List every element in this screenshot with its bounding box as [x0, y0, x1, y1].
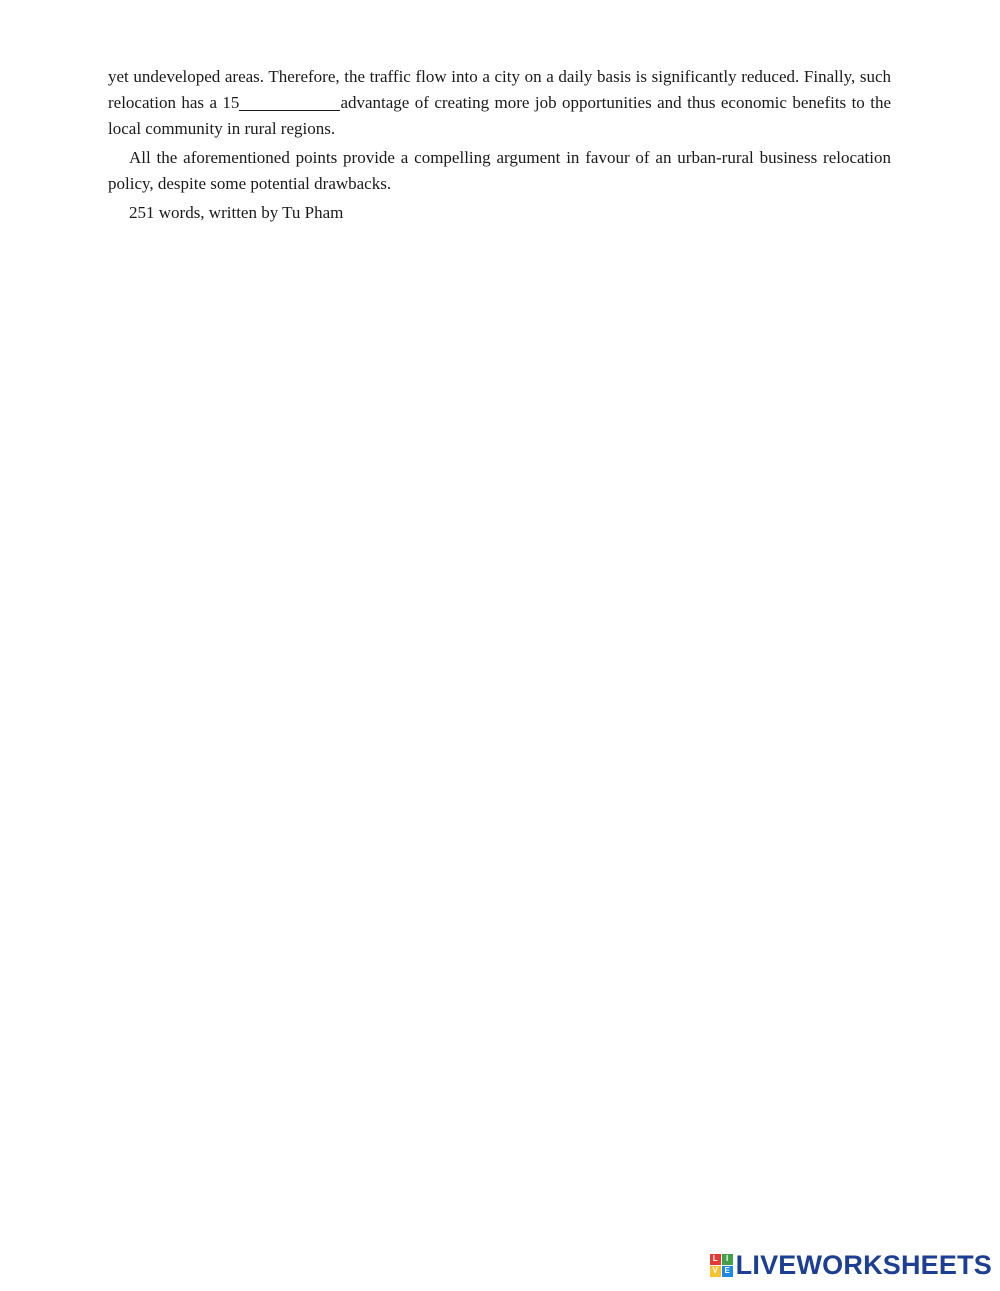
paragraph-1-text-after-blank: advantage of creating more job opportunities and thus economic benefits to the local community in rural regions. — [108, 93, 891, 138]
document-body — [108, 64, 891, 226]
live-badge-icon — [710, 1254, 733, 1277]
paragraph-1 — [108, 64, 891, 142]
badge-letter-l: L — [710, 1254, 721, 1265]
answer-blank-15[interactable] — [239, 93, 340, 111]
badge-letter-v: V — [710, 1266, 721, 1277]
paragraph-2: All the aforementioned points provide a compelling argument in favour of an urban-rural business relocation policy, despite some potential drawbacks. — [108, 148, 891, 193]
word-count-author-line: 251 words, written by Tu Pham — [129, 203, 344, 222]
badge-letter-i: I — [722, 1254, 733, 1265]
liveworksheets-logo — [710, 1249, 992, 1281]
logo-wordmark: LIVEWORKSHEETS — [735, 1249, 992, 1280]
paragraph-1-text-before-blank: yet undeveloped areas. Therefore, the traffic flow into a city on a daily basis is significantly reduced. Finally, such relocation has a 15 — [108, 67, 891, 112]
badge-letter-e: E — [722, 1266, 733, 1277]
